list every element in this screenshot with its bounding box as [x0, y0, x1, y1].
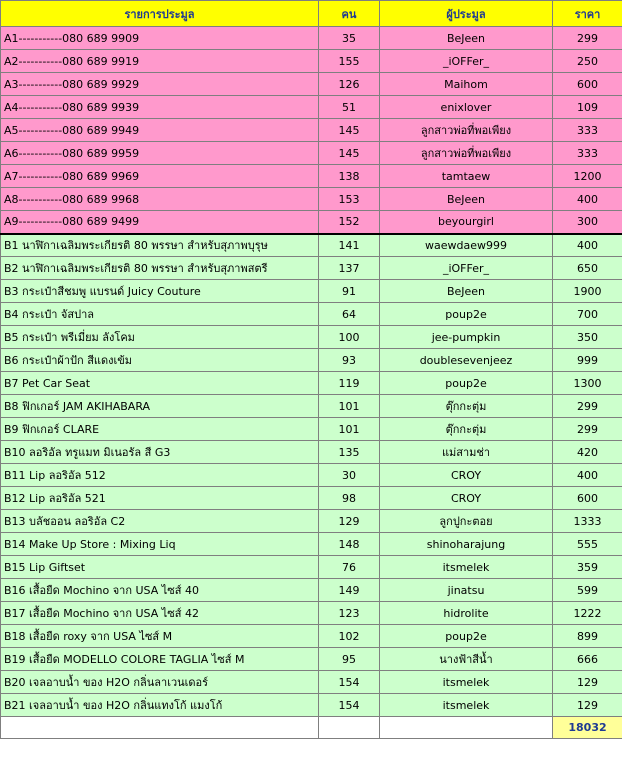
table-row	[1, 602, 622, 625]
table-row	[1, 510, 622, 533]
table-row	[1, 119, 622, 142]
cell-price: 109	[553, 96, 622, 119]
table-row	[1, 257, 622, 280]
cell-bidder: _iOFFer_	[380, 257, 553, 280]
cell-price: 1900	[553, 280, 622, 303]
cell-bidder: enixlover	[380, 96, 553, 119]
table-row	[1, 211, 622, 234]
cell-item: B5 กระเป๋า พรีเมี่ยม ลังโคม	[1, 326, 319, 349]
cell-price: 400	[553, 234, 622, 257]
cell-people: 64	[319, 303, 380, 326]
cell-item: B21 เจลอาบน้ำ ของ H2O กลิ่นแทงโก้ แมงโก้	[1, 694, 319, 717]
cell-price: 333	[553, 142, 622, 165]
total-value: 18032	[553, 717, 622, 739]
cell-price: 650	[553, 257, 622, 280]
cell-item: A5-----------080 689 9949	[1, 119, 319, 142]
cell-item: B7 Pet Car Seat	[1, 372, 319, 395]
table-row	[1, 395, 622, 418]
table-row	[1, 27, 622, 50]
header-row	[1, 1, 622, 27]
table-row	[1, 234, 622, 257]
cell-item: B6 กระเป๋าผ้าปัก สีแดงเข้ม	[1, 349, 319, 372]
cell-price: 333	[553, 119, 622, 142]
cell-price: 299	[553, 395, 622, 418]
cell-item: B20 เจลอาบน้ำ ของ H2O กลิ่นลาเวนเดอร์	[1, 671, 319, 694]
cell-bidder: ตุ๊กกะตุ่ม	[380, 395, 553, 418]
cell-item: B18 เสื้อยืด roxy จาก USA ไซส์ M	[1, 625, 319, 648]
cell-price: 700	[553, 303, 622, 326]
cell-item: B19 เสื้อยืด MODELLO COLORE TAGLIA ไซส์ M	[1, 648, 319, 671]
cell-bidder: poup2e	[380, 303, 553, 326]
cell-people: 145	[319, 142, 380, 165]
cell-bidder: shinoharajung	[380, 533, 553, 556]
cell-bidder: Maihom	[380, 73, 553, 96]
cell-bidder: ลูกสาวพ่อที่พอเพียง	[380, 119, 553, 142]
cell-bidder: itsmelek	[380, 694, 553, 717]
cell-item: A9-----------080 689 9499	[1, 211, 319, 234]
table-row	[1, 487, 622, 510]
cell-bidder: poup2e	[380, 625, 553, 648]
header-people: คน	[319, 1, 380, 27]
cell-people: 123	[319, 602, 380, 625]
cell-people: 154	[319, 694, 380, 717]
cell-item: A7-----------080 689 9969	[1, 165, 319, 188]
table-row	[1, 303, 622, 326]
cell-bidder: BeJeen	[380, 280, 553, 303]
table-row	[1, 280, 622, 303]
cell-bidder: tamtaew	[380, 165, 553, 188]
cell-people: 153	[319, 188, 380, 211]
cell-bidder: _iOFFer_	[380, 50, 553, 73]
cell-people: 93	[319, 349, 380, 372]
cell-people: 155	[319, 50, 380, 73]
cell-people: 154	[319, 671, 380, 694]
cell-item: B13 บลัชออน ลอริอัล C2	[1, 510, 319, 533]
cell-item: B12 Lip ลอริอัล 521	[1, 487, 319, 510]
cell-bidder: ตุ๊กกะตุ่ม	[380, 418, 553, 441]
cell-bidder: ลูกสาวพ่อที่พอเพียง	[380, 142, 553, 165]
table-row	[1, 50, 622, 73]
table-row	[1, 188, 622, 211]
cell-people: 35	[319, 27, 380, 50]
table-row	[1, 625, 622, 648]
cell-item: B8 ฟิกเกอร์ JAM AKIHABARA	[1, 395, 319, 418]
cell-people: 141	[319, 234, 380, 257]
cell-item: B9 ฟิกเกอร์ CLARE	[1, 418, 319, 441]
cell-item: B11 Lip ลอริอัล 512	[1, 464, 319, 487]
cell-bidder: doublesevenjeez	[380, 349, 553, 372]
cell-item: B14 Make Up Store : Mixing Liq	[1, 533, 319, 556]
cell-bidder: CROY	[380, 464, 553, 487]
cell-people: 126	[319, 73, 380, 96]
cell-bidder: itsmelek	[380, 556, 553, 579]
cell-people: 148	[319, 533, 380, 556]
cell-price: 359	[553, 556, 622, 579]
cell-people: 95	[319, 648, 380, 671]
table-row	[1, 671, 622, 694]
cell-bidder: ลูกปูกะตอย	[380, 510, 553, 533]
cell-price: 899	[553, 625, 622, 648]
cell-bidder: CROY	[380, 487, 553, 510]
table-row	[1, 73, 622, 96]
cell-item: A8-----------080 689 9968	[1, 188, 319, 211]
cell-people: 76	[319, 556, 380, 579]
cell-bidder: BeJeen	[380, 188, 553, 211]
cell-item: A4-----------080 689 9939	[1, 96, 319, 119]
cell-bidder: แม่สามช่า	[380, 441, 553, 464]
cell-price: 1333	[553, 510, 622, 533]
cell-item: B17 เสื้อยืด Mochino จาก USA ไซส์ 42	[1, 602, 319, 625]
cell-bidder: itsmelek	[380, 671, 553, 694]
table-row	[1, 648, 622, 671]
total-blank	[380, 717, 553, 739]
cell-item: B15 Lip Giftset	[1, 556, 319, 579]
table-row	[1, 326, 622, 349]
cell-item: B10 ลอริอัล ทรูแมท มิเนอรัล สี G3	[1, 441, 319, 464]
cell-people: 91	[319, 280, 380, 303]
header-item: รายการประมูล	[1, 1, 319, 27]
cell-people: 102	[319, 625, 380, 648]
table-row	[1, 694, 622, 717]
cell-bidder: jinatsu	[380, 579, 553, 602]
cell-item: B4 กระเป๋า จัสปาล	[1, 303, 319, 326]
cell-item: A2-----------080 689 9919	[1, 50, 319, 73]
total-blank	[319, 717, 380, 739]
total-blank	[1, 717, 319, 739]
cell-people: 137	[319, 257, 380, 280]
cell-price: 1300	[553, 372, 622, 395]
cell-price: 300	[553, 211, 622, 234]
cell-people: 98	[319, 487, 380, 510]
cell-item: B16 เสื้อยืด Mochino จาก USA ไซส์ 40	[1, 579, 319, 602]
table-row	[1, 142, 622, 165]
header-bidder: ผู้ประมูล	[380, 1, 553, 27]
cell-price: 299	[553, 27, 622, 50]
cell-price: 299	[553, 418, 622, 441]
cell-people: 149	[319, 579, 380, 602]
cell-people: 129	[319, 510, 380, 533]
table-row	[1, 372, 622, 395]
cell-price: 420	[553, 441, 622, 464]
cell-people: 152	[319, 211, 380, 234]
cell-price: 250	[553, 50, 622, 73]
table-row	[1, 556, 622, 579]
cell-bidder: poup2e	[380, 372, 553, 395]
cell-bidder: jee-pumpkin	[380, 326, 553, 349]
cell-item: B2 นาฬิกาเฉลิมพระเกียรติ 80 พรรษา สำหรับสุภาพสตรี	[1, 257, 319, 280]
cell-bidder: waewdaew999	[380, 234, 553, 257]
cell-item: B1 นาฬิกาเฉลิมพระเกียรติ 80 พรรษา สำหรับสุภาพบุรุษ	[1, 234, 319, 257]
cell-bidder: beyourgirl	[380, 211, 553, 234]
cell-people: 119	[319, 372, 380, 395]
total-row	[1, 717, 622, 739]
cell-item: B3 กระเป๋าสีชมพู แบรนด์ Juicy Couture	[1, 280, 319, 303]
table-row	[1, 464, 622, 487]
cell-people: 30	[319, 464, 380, 487]
cell-people: 135	[319, 441, 380, 464]
cell-price: 666	[553, 648, 622, 671]
cell-item: A3-----------080 689 9929	[1, 73, 319, 96]
cell-people: 100	[319, 326, 380, 349]
cell-price: 129	[553, 694, 622, 717]
table-row	[1, 533, 622, 556]
table-row	[1, 418, 622, 441]
cell-price: 400	[553, 464, 622, 487]
cell-price: 999	[553, 349, 622, 372]
cell-people: 138	[319, 165, 380, 188]
table-row	[1, 165, 622, 188]
cell-bidder: นางฟ้าสีน้ำ	[380, 648, 553, 671]
table-row	[1, 441, 622, 464]
cell-price: 350	[553, 326, 622, 349]
cell-price: 1200	[553, 165, 622, 188]
cell-price: 129	[553, 671, 622, 694]
cell-price: 1222	[553, 602, 622, 625]
cell-people: 101	[319, 395, 380, 418]
cell-price: 555	[553, 533, 622, 556]
table-row	[1, 579, 622, 602]
cell-people: 51	[319, 96, 380, 119]
cell-bidder: BeJeen	[380, 27, 553, 50]
cell-bidder: hidrolite	[380, 602, 553, 625]
cell-price: 600	[553, 73, 622, 96]
cell-price: 400	[553, 188, 622, 211]
header-price: ราคา	[553, 1, 622, 27]
cell-item: A1-----------080 689 9909	[1, 27, 319, 50]
cell-price: 600	[553, 487, 622, 510]
cell-people: 145	[319, 119, 380, 142]
cell-price: 599	[553, 579, 622, 602]
table-row	[1, 96, 622, 119]
table-row	[1, 349, 622, 372]
cell-people: 101	[319, 418, 380, 441]
cell-item: A6-----------080 689 9959	[1, 142, 319, 165]
